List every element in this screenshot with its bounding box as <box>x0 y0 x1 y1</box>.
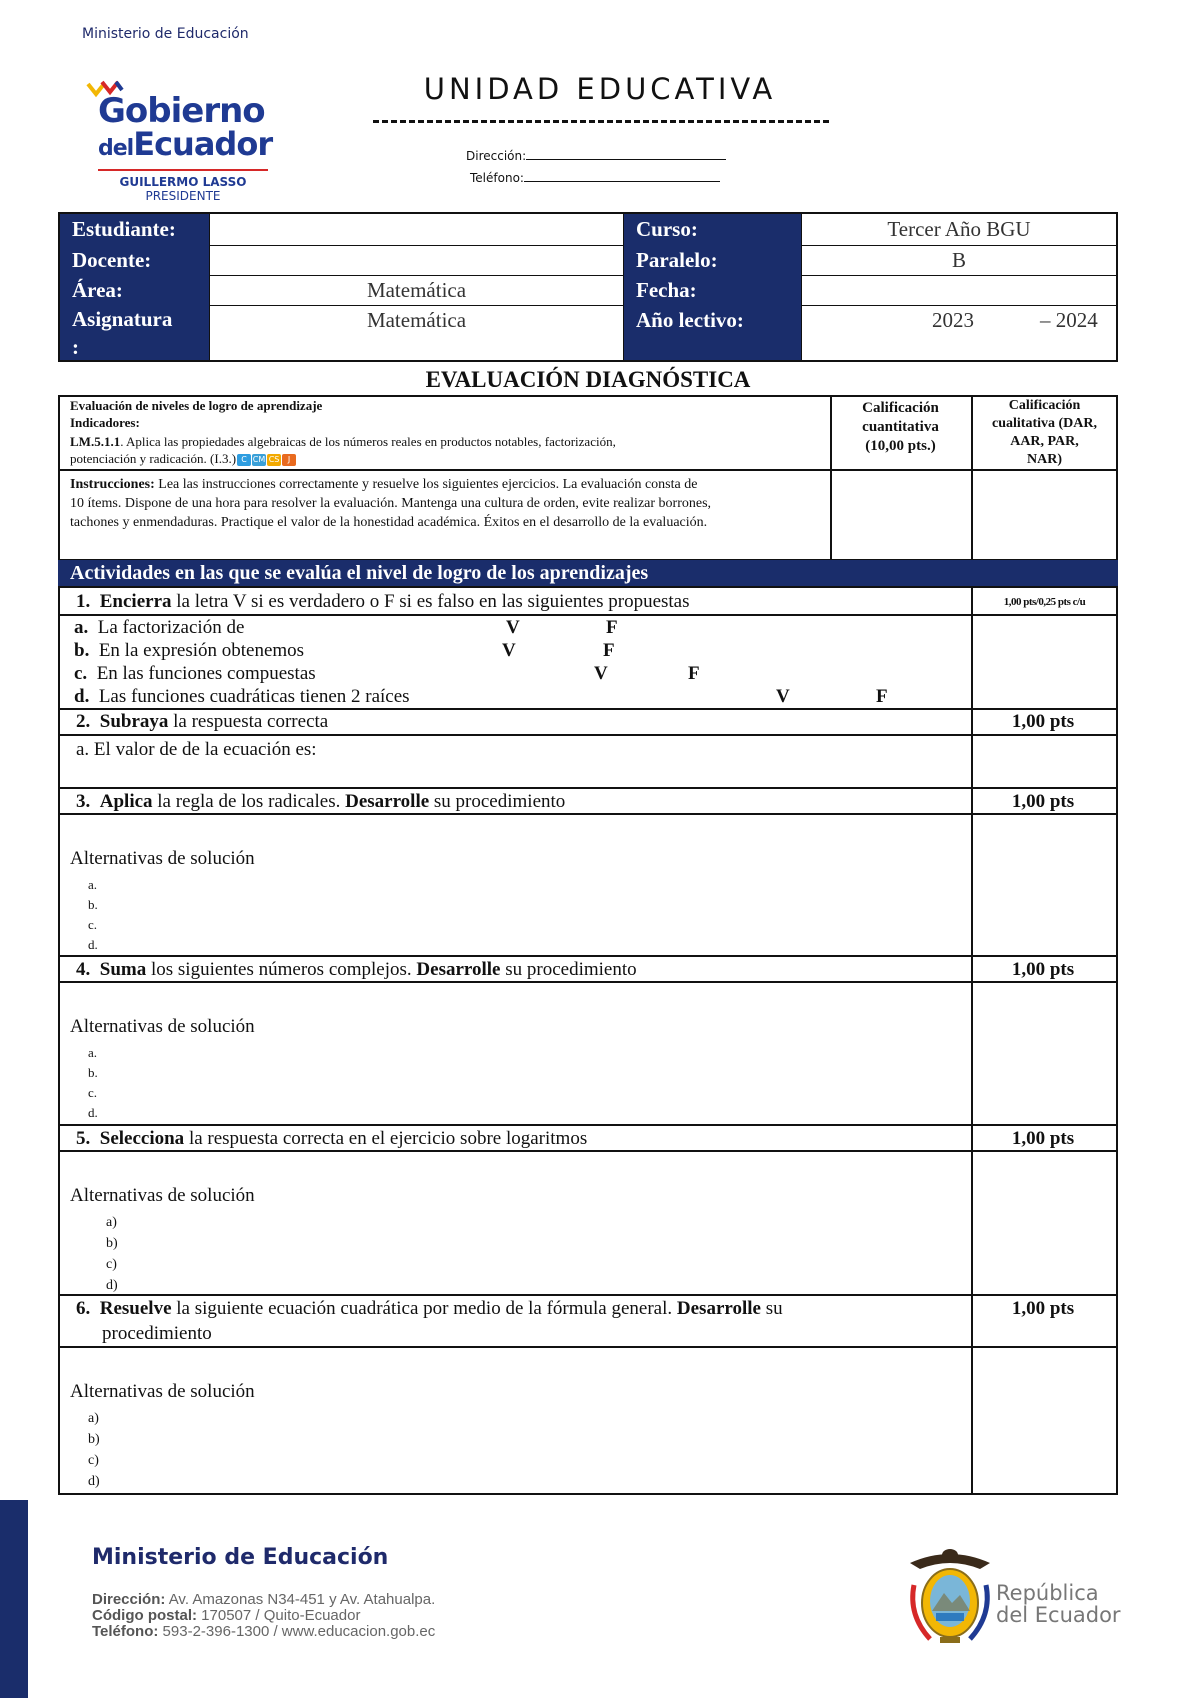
logo-line2: Ecuador <box>133 125 273 163</box>
q3-num: 3. <box>76 791 91 812</box>
indicator-line-1 <box>70 433 616 450</box>
school-name-line <box>373 120 829 126</box>
q1-a-text: La factorización de <box>97 617 245 638</box>
q3-alt-a[interactable]: a. <box>88 877 98 892</box>
footer-ministry: Ministerio de Educación <box>92 1545 389 1570</box>
student-info-table <box>58 212 1118 362</box>
qual-header-4: NAR) <box>1027 452 1062 467</box>
q4-points: 1,00 pts <box>1011 959 1075 980</box>
q1-heading <box>76 591 690 613</box>
quant-header <box>830 399 971 456</box>
footer-address-label: Dirección: <box>92 1591 166 1608</box>
logo-line2-small: del <box>98 136 134 161</box>
logo-president-title: PRESIDENTE <box>145 189 221 203</box>
q2-subitem: a. El valor de de la ecuación es: <box>76 739 317 760</box>
teacher-label: Docente: <box>60 245 209 275</box>
quant-header-2: cuantitativa <box>862 419 939 435</box>
q1-item-a <box>74 617 244 639</box>
q6-num: 6. <box>76 1298 91 1319</box>
q3-rest: la regla de los radicales. <box>152 791 346 812</box>
year-label: Año lectivo: <box>623 305 801 360</box>
q1-a-v-option[interactable]: V <box>506 617 520 638</box>
q1-item-c <box>74 663 316 685</box>
year-value[interactable] <box>801 305 1116 360</box>
q5-alt-d[interactable]: d) <box>106 1278 118 1293</box>
q3-heading <box>76 791 565 813</box>
q1-b-letter: b. <box>74 640 90 661</box>
q4-verb: Suma <box>99 959 147 980</box>
q2-heading <box>76 711 328 733</box>
q6-alt-title: Alternativas de solución <box>70 1381 255 1402</box>
q4-alt-d[interactable]: d. <box>88 1105 98 1120</box>
area-label: Área: <box>60 275 209 305</box>
badge-cm-icon: CM <box>252 455 266 465</box>
q6-alternatives <box>88 1408 100 1492</box>
course-value[interactable]: Tercer Año BGU <box>801 214 1116 245</box>
q4-alt-b[interactable]: b. <box>88 1065 98 1080</box>
q3-verb: Aplica <box>99 791 153 812</box>
evaluation-table <box>58 395 1118 1495</box>
q3-alt-d[interactable]: d. <box>88 937 98 952</box>
q3-alt-b[interactable]: b. <box>88 897 98 912</box>
q1-d-f-option[interactable]: F <box>876 686 888 707</box>
q1-b-v-option[interactable]: V <box>502 640 516 661</box>
q1-num: 1. <box>76 591 91 612</box>
q6-points: 1,00 pts <box>1011 1298 1075 1319</box>
q5-alternatives <box>106 1212 118 1296</box>
q1-d-v-option[interactable]: V <box>776 686 790 707</box>
republica-line1: República <box>996 1581 1099 1605</box>
q1-points: 1,00 pts/0,25 pts c/u <box>1003 596 1086 608</box>
q2-verb: Subraya <box>99 711 169 732</box>
q1-c-text: En las funciones compuestas <box>96 663 316 684</box>
q6-alt-d[interactable]: d) <box>88 1474 100 1489</box>
q2-points: 1,00 pts <box>1011 711 1075 732</box>
footer-postal: 170507 / Quito-Ecuador <box>197 1607 361 1624</box>
indicator-code: LM.5.1.1 <box>70 434 121 449</box>
qual-header <box>971 397 1118 469</box>
q6-verb2: Desarrolle <box>676 1298 761 1319</box>
qual-header-1: Calificación <box>1008 398 1081 413</box>
q6-alt-b[interactable]: b) <box>88 1432 100 1447</box>
logo-line1: Gobierno <box>98 91 265 131</box>
area-value[interactable]: Matemática <box>209 275 623 305</box>
q5-alt-title: Alternativas de solución <box>70 1185 255 1206</box>
q1-verb: Encierra <box>99 591 172 612</box>
subject-label: Asignatura <box>72 307 173 331</box>
q5-alt-b[interactable]: b) <box>106 1236 118 1251</box>
qual-header-3: AAR, PAR, <box>1010 434 1079 449</box>
q1-c-v-option[interactable]: V <box>594 663 608 684</box>
badge-cs-icon: CS <box>268 455 280 465</box>
q4-verb2: Desarrolle <box>416 959 501 980</box>
course-label: Curso: <box>623 214 801 245</box>
q1-d-text: Las funciones cuadráticas tienen 2 raíces <box>98 686 410 707</box>
subject-colon: : <box>72 335 79 359</box>
badge-c-icon: C <box>237 454 251 466</box>
q3-rest2: su procedimiento <box>429 791 566 812</box>
q5-alt-a[interactable]: a) <box>106 1215 117 1230</box>
ecuador-coat-of-arms-icon <box>900 1545 1000 1650</box>
q1-item-d <box>74 686 410 708</box>
address-field <box>466 148 726 163</box>
q3-verb2: Desarrolle <box>345 791 430 812</box>
q1-d-letter: d. <box>74 686 90 707</box>
instructions-1: Lea las instrucciones correctamente y resuelve los siguientes ejercicios. La evaluación consta de <box>154 477 698 492</box>
q3-alt-title: Alternativas de solución <box>70 848 255 869</box>
footer-phone: 593-2-396-1300 / www.educacion.gob.ec <box>158 1623 436 1640</box>
q5-num: 5. <box>76 1128 91 1149</box>
badge-j-icon: J <box>282 454 296 466</box>
q4-alternatives <box>88 1043 98 1123</box>
q6-verb: Resuelve <box>99 1298 172 1319</box>
indicators-label: Indicadores: <box>70 415 140 430</box>
school-title: UNIDAD EDUCATIVA <box>423 72 777 106</box>
indicator-text-1: . Aplica las propiedades algebraicas de los números reales en productos notables, factorización, <box>120 434 616 449</box>
q6-rest2: su <box>760 1298 783 1319</box>
q3-alternatives <box>88 875 98 955</box>
levels-title: Evaluación de niveles de logro de aprendizaje <box>70 398 323 413</box>
q4-rest: los siguientes números complejos. <box>146 959 417 980</box>
q4-alt-title: Alternativas de solución <box>70 1016 255 1037</box>
logo-president-name: GUILLERMO LASSO <box>119 175 247 189</box>
q4-alt-c[interactable]: c. <box>88 1085 98 1100</box>
student-value[interactable] <box>209 214 623 245</box>
indicator-text-2: potenciación y radicación. (I.3.) <box>70 451 237 466</box>
footer-postal-label: Código postal: <box>92 1607 197 1624</box>
ministry-header-text: Ministerio de Educación <box>82 26 249 42</box>
year-end: – 2024 <box>1040 308 1098 332</box>
q1-b-text: En la expresión obtenemos <box>98 640 305 661</box>
footer-side-bar <box>0 1500 28 1698</box>
q3-alt-c[interactable]: c. <box>88 917 98 932</box>
q4-num: 4. <box>76 959 91 980</box>
quant-header-3: (10,00 pts.) <box>865 438 936 454</box>
indicator-line-2 <box>70 450 296 467</box>
evaluation-title: EVALUACIÓN DIAGNÓSTICA <box>425 367 751 392</box>
q4-rest2: su procedimiento <box>500 959 637 980</box>
quant-header-1: Calificación <box>862 400 939 416</box>
instructions-2: 10 ítems. Dispone de una hora para resolver la evaluación. Mantenga una cultura de orden, evite realizar borrones, <box>70 496 712 511</box>
year-start: 2023 <box>932 308 974 332</box>
gobierno-ecuador-logo <box>88 78 278 203</box>
phone-label: Teléfono: <box>470 171 524 185</box>
teacher-value[interactable] <box>209 245 623 275</box>
q5-points: 1,00 pts <box>1011 1128 1075 1149</box>
q1-a-letter: a. <box>74 617 89 638</box>
info-row-teacher <box>60 245 1116 276</box>
date-value[interactable] <box>801 275 1116 305</box>
instructions-text <box>70 475 711 532</box>
date-label: Fecha: <box>623 275 801 305</box>
q1-c-f-option[interactable]: F <box>688 663 700 684</box>
parallel-label: Paralelo: <box>623 245 801 275</box>
q6-heading-line2: procedimiento <box>102 1323 212 1344</box>
phone-field <box>470 170 720 185</box>
footer-phone-label: Teléfono: <box>92 1623 159 1640</box>
q6-rest: la siguiente ecuación cuadrática por medio de la fórmula general. <box>171 1298 677 1319</box>
q5-rest: la respuesta correcta en el ejercicio sobre logaritmos <box>184 1128 588 1149</box>
q6-alt-a[interactable]: a) <box>88 1411 99 1426</box>
instructions-label: Instrucciones: <box>70 477 155 492</box>
address-label: Dirección: <box>466 149 527 163</box>
q6-heading <box>76 1298 783 1320</box>
parallel-value[interactable]: B <box>801 245 1116 275</box>
info-row-student <box>60 214 1116 246</box>
q5-heading <box>76 1128 587 1150</box>
instructions-3: tachones y enmendaduras. Practique el valor de la honestidad académica. Éxitos en el desarrollo de la evaluación. <box>70 515 708 530</box>
q1-a-f-option[interactable]: F <box>606 617 618 638</box>
q1-b-f-option[interactable]: F <box>603 640 615 661</box>
activities-title: Actividades en las que se evalúa el nivel de logro de los aprendizajes <box>58 560 1118 586</box>
republica-line2: del Ecuador <box>996 1603 1121 1627</box>
q5-verb: Selecciona <box>99 1128 185 1149</box>
q2-rest: la respuesta correcta <box>168 711 329 732</box>
q4-heading <box>76 959 637 981</box>
info-row-subject <box>60 305 1116 360</box>
q1-item-b <box>74 640 304 662</box>
q4-alt-a[interactable]: a. <box>88 1045 98 1060</box>
q5-alt-c[interactable]: c) <box>106 1257 117 1272</box>
q2-num: 2. <box>76 711 91 732</box>
republica-del-ecuador-text <box>996 1582 1121 1626</box>
q3-points: 1,00 pts <box>1011 791 1075 812</box>
q1-rest: la letra V si es verdadero o F si es falso en las siguientes propuestas <box>171 591 690 612</box>
q1-c-letter: c. <box>74 663 88 684</box>
footer-contact-info <box>92 1592 435 1640</box>
q6-alt-c[interactable]: c) <box>88 1453 99 1468</box>
subject-value[interactable]: Matemática <box>209 305 623 360</box>
qual-header-2: cualitativa (DAR, <box>992 416 1097 431</box>
footer-address: Av. Amazonas N34-451 y Av. Atahualpa. <box>165 1591 436 1608</box>
subject-label-cell <box>60 305 209 360</box>
student-label: Estudiante: <box>60 214 209 245</box>
info-row-area <box>60 275 1116 306</box>
